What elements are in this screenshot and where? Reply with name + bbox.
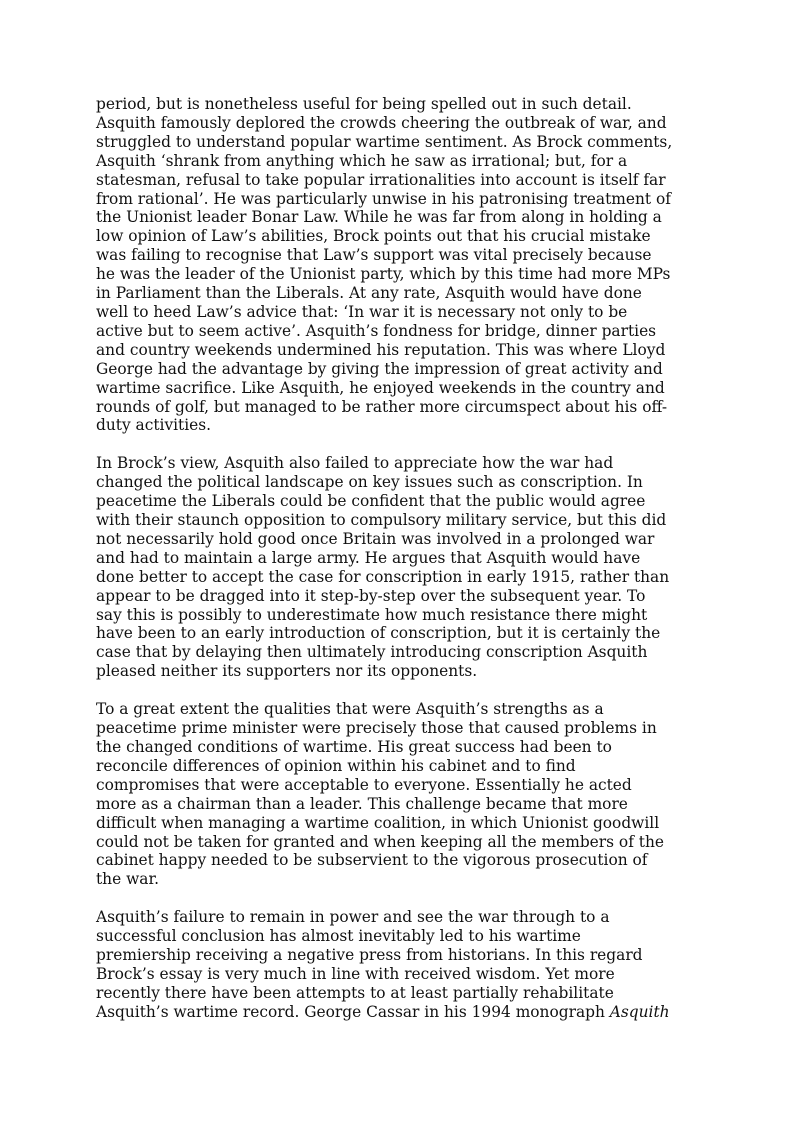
text-line: say this is possibly to underestimate how much resistance there might — [96, 605, 648, 624]
text-line: struggled to understand popular wartime sentiment. As Brock comments, — [96, 132, 673, 151]
text-line: not necessarily hold good once Britain was involved in a prolonged war — [96, 529, 655, 548]
text-line: compromises that were acceptable to everyone. Essentially he acted — [96, 775, 632, 794]
text-line: To a great extent the qualities that were Asquith’s strengths as a — [96, 700, 604, 719]
text-line: active but to seem active’. Asquith’s fondness for bridge, dinner parties — [96, 321, 657, 340]
text-line: difficult when managing a wartime coalition, in which Unionist goodwill — [96, 813, 660, 832]
text-line: was failing to recognise that Law’s support was vital precisely because — [96, 246, 652, 265]
text-line: recently there have been attempts to at least partially rehabilitate — [96, 983, 614, 1002]
text-line: Asquith ‘shrank from anything which he saw as irrational; but, for a — [96, 151, 628, 170]
document-page — [96, 95, 716, 1041]
text-line: rounds of golf, but managed to be rather more circumspect about his off- — [96, 397, 668, 416]
text-line: peacetime prime minister were precisely those that caused problems in — [96, 719, 657, 738]
text-line: wartime sacrifice. Like Asquith, he enjoyed weekends in the country and — [96, 378, 665, 397]
text-line: statesman, refusal to take popular irrationalities into account is itself far — [96, 170, 666, 189]
text-line: and country weekends undermined his reputation. This was where Lloyd — [96, 340, 666, 359]
text-line: pleased neither its supporters nor its opponents. — [96, 662, 478, 681]
text-line: he was the leader of the Unionist party, which by this time had more MPs — [96, 265, 671, 284]
text-line: case that by delaying then ultimately introducing conscription Asquith — [96, 643, 648, 662]
paragraph-3 — [96, 700, 716, 889]
text-line: reconcile differences of opinion within his cabinet and to find — [96, 756, 576, 775]
text-line: period, but is nonetheless useful for being spelled out in such detail. — [96, 95, 632, 113]
italic-book-title: Asquith — [609, 1002, 670, 1021]
text-line: Brock’s essay is very much in line with received wisdom. Yet more — [96, 964, 615, 983]
text-line: peacetime the Liberals could be confident that the public would agree — [96, 492, 646, 511]
paragraph-4 — [96, 908, 716, 1021]
text-line: low opinion of Law’s abilities, Brock points out that his crucial mistake — [96, 227, 651, 246]
text-line: the Unionist leader Bonar Law. While he was far from along in holding a — [96, 208, 662, 227]
text-line: appear to be dragged into it step-by-step over the subsequent year. To — [96, 586, 646, 605]
text-line: In Brock’s view, Asquith also failed to appreciate how the war had — [96, 454, 614, 473]
text-line: with their staunch opposition to compulsory military service, but this did — [96, 511, 667, 530]
text-line — [96, 1003, 716, 1022]
text-line: well to heed Law’s advice that: ‘In war it is necessary not only to be — [96, 302, 628, 321]
text-line: the war. — [96, 870, 160, 889]
text-line: duty activities. — [96, 416, 212, 435]
text-line: changed the political landscape on key issues such as conscription. In — [96, 473, 643, 492]
text-segment: Asquith’s wartime record. George Cassar in his 1994 monograph — [96, 1002, 610, 1021]
text-line: Asquith famously deplored the crowds cheering the outbreak of war, and — [96, 113, 667, 132]
text-line: from rational’. He was particularly unwise in his patronising treatment of — [96, 189, 671, 208]
text-line: have been to an early introduction of conscription, but it is certainly the — [96, 624, 661, 643]
text-line: successful conclusion has almost inevitably led to his wartime — [96, 927, 581, 946]
text-line: premiership receiving a negative press from historians. In this regard — [96, 946, 643, 965]
text-line: done better to accept the case for conscription in early 1915, rather than — [96, 567, 670, 586]
text-line: cabinet happy needed to be subservient to the vigorous prosecution of — [96, 851, 648, 870]
text-line: and had to maintain a large army. He argues that Asquith would have — [96, 548, 641, 567]
text-line: the changed conditions of wartime. His great success had been to — [96, 738, 612, 756]
paragraph-1 — [96, 95, 716, 435]
text-line: more as a chairman than a leader. This challenge became that more — [96, 794, 628, 813]
paragraph-2 — [96, 454, 716, 681]
text-line: George had the advantage by giving the impression of great activity and — [96, 359, 663, 378]
text-line: could not be taken for granted and when keeping all the members of the — [96, 832, 664, 851]
text-line: Asquith’s failure to remain in power and see the war through to a — [96, 908, 610, 927]
text-line: in Parliament than the Liberals. At any rate, Asquith would have done — [96, 284, 642, 303]
